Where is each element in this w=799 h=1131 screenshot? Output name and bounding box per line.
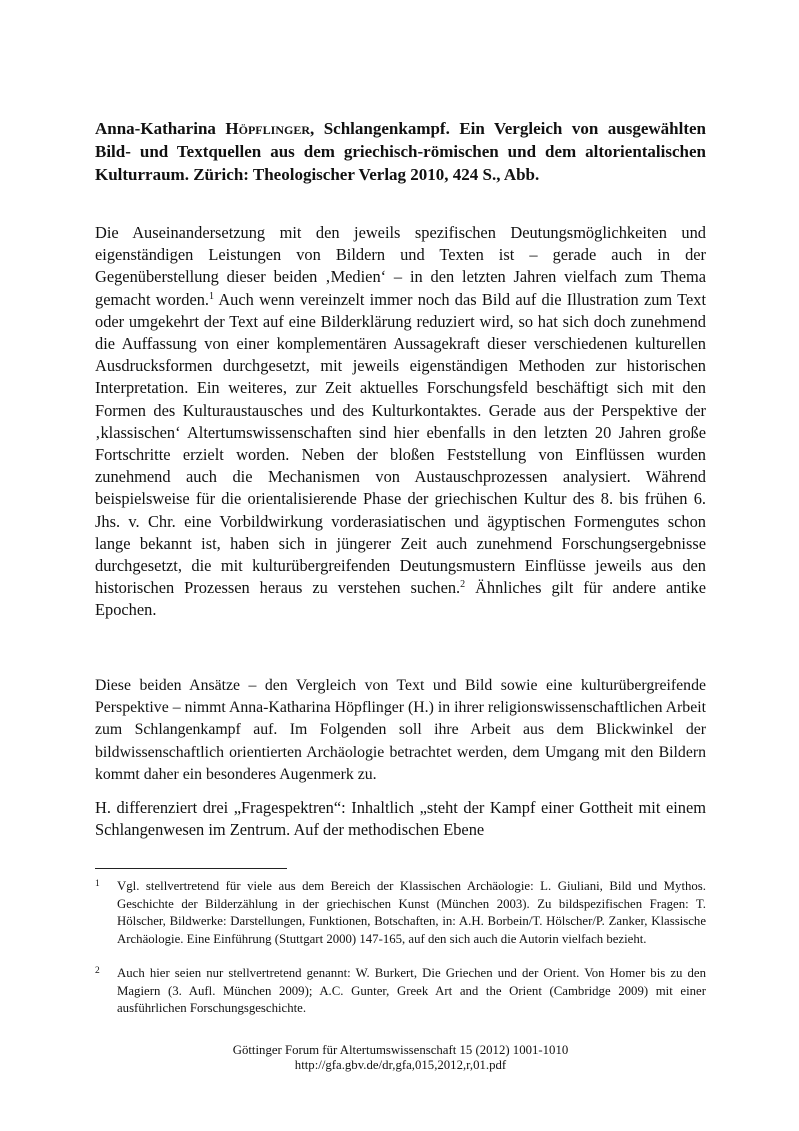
review-title: [95, 117, 706, 186]
body-paragraph-1: [95, 222, 706, 622]
footnote-separator: [95, 868, 287, 869]
page-footer: [95, 1043, 706, 1073]
title-publication: , Schlangenkampf. Ein Vergleich von ausgewählten Bild- und Textquellen aus dem griechisch-römischen und dem altorientalischen Kulturraum. Zürich: Theologischer Verlag 2010, 424 S., Abb.: [95, 119, 707, 184]
paragraph-1-text-b: Auch wenn vereinzelt immer noch das Bild auf die Illustration zum Text oder umgekehrt der Text auf eine Bilderklärung reduziert wird, so hat sich doch zunehmend die Auffassung von einer komplementären Aussagekraft dieser verschiedenen kulturellen Ausdrucksformen durchgesetzt, mit jeweils eigenständigen Methoden zur historischen Interpretation. Ein weiteres, zur Zeit aktuelles Forschungsfeld beschäftigt sich mit den Formen des Kulturaustausches und des Kulturkontaktes. Gerade aus der Perspektive der ‚klassischen‘ Altertumswissenschaften sind hier ebenfalls in den letzten 20 Jahren große Fortschritte erzielt worden. Neben der bloßen Feststellung von Einflüssen wurden zunehmend auch die Mechanismen von Austauschprozessen analysiert. Während beispielsweise für die orientalisierende Phase der griechischen Kultur des 8. bis frühen 6. Jhs. v. Chr. eine Vorbildwirkung vorderasiatischen und ägyptischen Formengutes schon lange bekannt ist, haben sich in jüngerer Zeit auch zunehmend Forschungsergebnisse durchgesetzt, die mit kulturübergreifenden Deutungsmustern Einflüsse jeweils aus den historischen Prozessen heraus zu verstehen suchen.: [95, 289, 706, 598]
title-author-first: Anna-Katharina: [95, 119, 216, 138]
body-paragraph-3: H. differenziert drei „Fragespektren“: Inhaltlich „steht der Kampf einer Gottheit mit einem Schlangenwesen im Zentrum. Auf der methodischen Ebene: [95, 798, 706, 840]
footnote-2: [95, 965, 706, 1018]
footnote-ref-1[interactable]: 1: [209, 290, 215, 302]
footnote-1-number: 1: [95, 879, 100, 889]
footer-url[interactable]: http://gfa.gbv.de/dr,gfa,015,2012,r,01.pdf: [294, 1058, 507, 1072]
body-paragraph-2: Diese beiden Ansätze – den Vergleich von Text und Bild sowie eine kulturübergreifende Perspektive – nimmt Anna-Katharina Höpflinger (H.) in ihrer religionswissenschaftlichen Arbeit zum Schlangenkampf auf. Im Folgenden soll ihre Arbeit aus dem Blickwinkel der bildwissenschaftlich orientierten Archäologie betrachtet werden, dem Umgang mit den Bildern kommt daher ein besonderes Augenmerk zu.: [95, 677, 706, 783]
footnote-ref-2[interactable]: 2: [460, 579, 466, 591]
footnote-2-number: 2: [95, 966, 100, 976]
paragraph-1-text-c: Ähnliches gilt für andere antike Epochen.: [95, 578, 707, 620]
footnote-1: [95, 878, 706, 948]
paragraph-1-text-a: Die Auseinandersetzung mit den jeweils spezifischen Deutungsmöglichkeiten und eigenständigen Leistungen von Bildern und Texten ist – gerade auch in der Gegenüberstellung dieser beiden ‚Medien‘ – in den letzten Jahren vielfach zum Thema gemacht worden.: [95, 223, 706, 309]
title-author-last: Höpflinger: [225, 119, 310, 138]
footnote-2-text: Auch hier seien nur stellvertretend genannt: W. Burkert, Die Griechen und der Orient. Von Homer bis zu den Magiern (3. Aufl. München 2009); A.C. Gunter, Greek Art and the Orient (Cambridge 2009) mit einer ausführlichen Forschungsgeschichte.: [117, 966, 706, 1016]
footnote-1-text: Vgl. stellvertretend für viele aus dem Bereich der Klassischen Archäologie: L. Giuliani, Bild und Mythos. Geschichte der Bilderzählung in der griechischen Kunst (München 2003). Zu bildspezifischen Fragen: T. Hölscher, Bildwerke: Darstellungen, Funktionen, Botschaften, in: A.H. Borbein/T. Hölscher/P. Zanker, Klassische Archäologie. Eine Einführung (Stuttgart 2000) 147-165, auf den sich auch die Autorin vielfach bezieht.: [117, 879, 706, 946]
footer-journal-citation: Göttinger Forum für Altertumswissenschaft 15 (2012) 1001-1010: [232, 1043, 569, 1057]
